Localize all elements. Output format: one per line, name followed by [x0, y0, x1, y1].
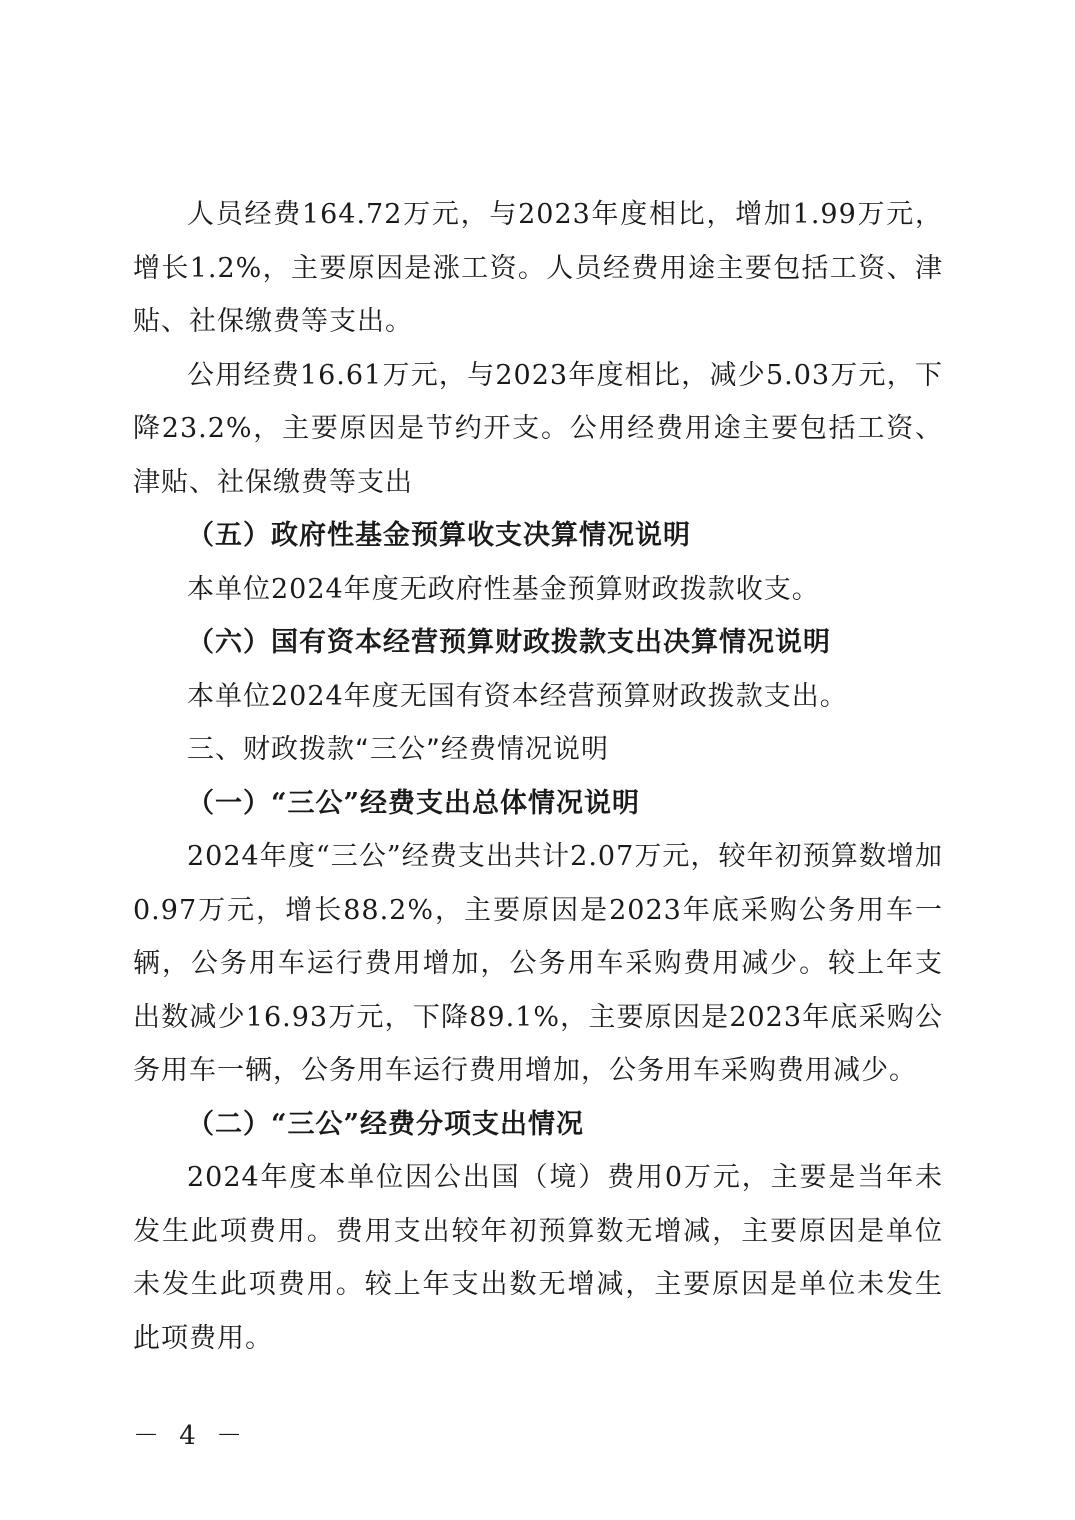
paragraph-government-fund: 本单位2024年度无政府性基金预算财政拨款收支。 — [187, 573, 820, 605]
page-number: － 4 － — [133, 1421, 249, 1451]
subheading-government-fund: （五）政府性基金预算收支决算情况说明 — [187, 520, 691, 551]
paragraph-overseas-travel: 2024年度本单位因公出国（境）费用0万元，主要是当年未发生此项费用。费用支出较年初预算数无增减，主要原因是单位未发生此项费用。较上年支出数无增减，主要原因是单位未发生此项费用。 — [133, 1162, 943, 1354]
paragraph-state-capital: 本单位2024年度无国有资本经营预算财政拨款支出。 — [187, 680, 848, 712]
paragraph-three-public-overall: 2024年度“三公”经费支出共计2.07万元，较年初预算数增加0.97万元，增长88.2%，主要原因是2023年底采购公务用车一辆，公务用车运行费用增加，公务用车采购费用减少。较上年支出数减少16.93万元，下降89.1%，主要原因是2023年底采购公务用车一辆，公务用车运行费用增加，公务用车采购费用减少。 — [133, 841, 943, 1086]
section-heading-three-public: 三、财政拨款“三公”经费情况说明 — [187, 734, 609, 765]
document-body — [133, 188, 943, 1365]
subheading-three-public-overall: （一）“三公”经费支出总体情况说明 — [187, 787, 641, 819]
paragraph-public-expenses: 公用经费16.61万元，与2023年度相比，减少5.03万元，下降23.2%，主要原因是节约开支。公用经费用途主要包括工资、津贴、社保缴费等支出 — [133, 359, 943, 498]
subheading-state-capital: （六）国有资本经营预算财政拨款支出决算情况说明 — [187, 627, 831, 658]
subheading-three-public-items: （二）“三公”经费分项支出情况 — [187, 1108, 585, 1140]
paragraph-personnel-expenses: 人员经费164.72万元，与2023年度相比，增加1.99万元，增长1.2%，主要原因是涨工资。人员经费用途主要包括工资、津贴、社保缴费等支出。 — [133, 199, 943, 337]
